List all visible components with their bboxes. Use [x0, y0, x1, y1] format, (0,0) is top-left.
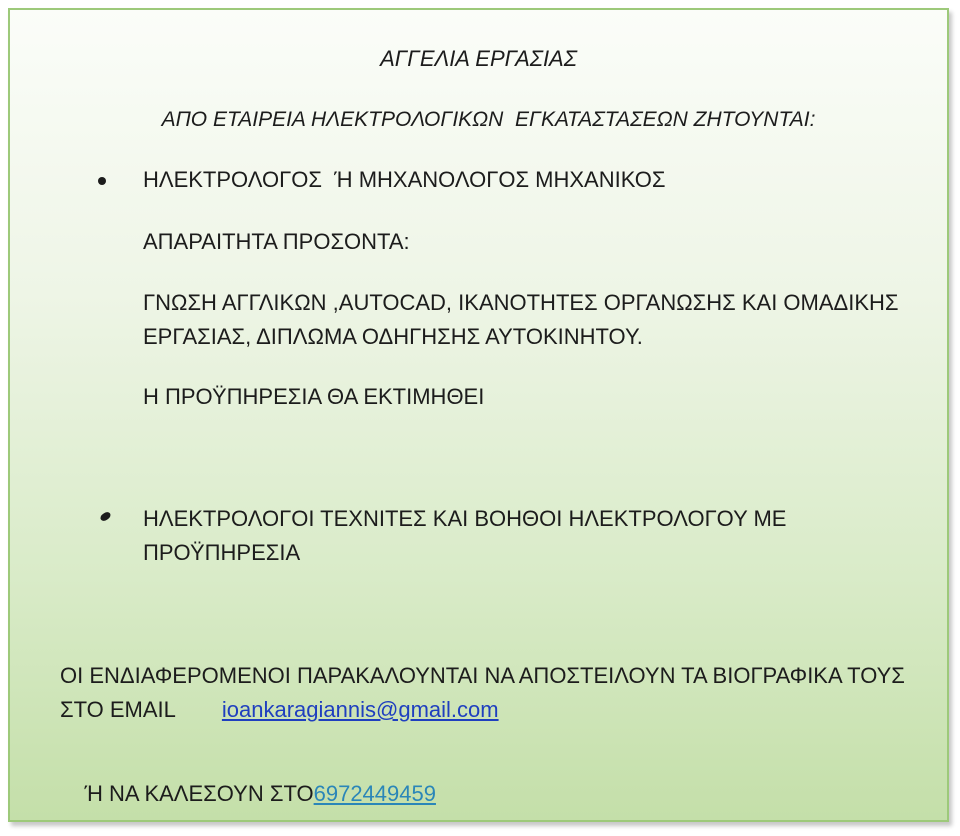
bullet-icon [99, 510, 112, 522]
experience-note: Η ΠΡΟΫΠΗΡΕΣΙΑ ΘΑ ΕΚΤΙΜΗΘΕΙ [143, 384, 485, 409]
requirements-heading: ΑΠΑΡΑΙΤΗΤΑ ΠΡΟΣΟΝΤΑ: [143, 229, 410, 254]
contact-text: ΟΙ ΕΝΔΙΑΦΕΡΟΜΕΝΟΙ ΠΑΡΑΚΑΛΟΥΝΤΑΙ ΝΑ ΑΠΟΣΤΕΙΛΟΥΝ ΤΑ ΒΙΟΓΡΑΦΙΚΑ ΤΟΥΣ ΣΤΟ EMAIL [60, 663, 905, 722]
contact-paragraph [60, 659, 920, 727]
position-2-title: ΗΛΕΚΤΡΟΛΟΓΟΙ ΤΕΧΝΙΤΕΣ ΚΑΙ ΒΟΗΘΟΙ ΗΛΕΚΤΡΟΛΟΓΟΥ ΜΕ ΠΡΟΫΠΗΡΕΣΙΑ [143, 506, 787, 565]
phone-link[interactable]: 6972449459 [313, 781, 436, 806]
bullet-icon [98, 177, 106, 185]
position-1-title: ΗΛΕΚΤΡΟΛΟΓΟΣ Ή ΜΗΧΑΝΟΛΟΓΟΣ ΜΗΧΑΝΙΚΟΣ [143, 167, 666, 192]
call-line [60, 752, 436, 836]
email-link[interactable]: ioankaragiannis@gmail.com [221, 697, 499, 722]
ad-title: ΑΓΓΕΛΙΑ ΕΡΓΑΣΙΑΣ [380, 46, 577, 71]
requirements-text: ΓΝΩΣΗ ΑΓΓΛΙΚΩΝ ,AUTOCAD, ΙΚΑΝΟΤΗΤΕΣ ΟΡΓΑΝΩΣΗΣ ΚΑΙ ΟΜΑΔΙΚΗΣ ΕΡΓΑΣΙΑΣ, ΔΙΠΛΩΜΑ ΟΔΗΓΗΣΗΣ ΑΥΤΟΚΙΝΗΤΟΥ. [143, 290, 899, 349]
ad-subtitle: ΑΠΟ ΕΤΑΙΡΕΙΑ ΗΛΕΚΤΡΟΛΟΓΙΚΩΝ ΕΓΚΑΤΑΣΤΑΣΕΩΝ ΖΗΤΟΥΝΤΑΙ: [161, 108, 816, 131]
job-ad-card [8, 8, 949, 822]
call-text: Ή ΝΑ ΚΑΛΕΣΟΥΝ ΣΤΟ [84, 781, 314, 806]
